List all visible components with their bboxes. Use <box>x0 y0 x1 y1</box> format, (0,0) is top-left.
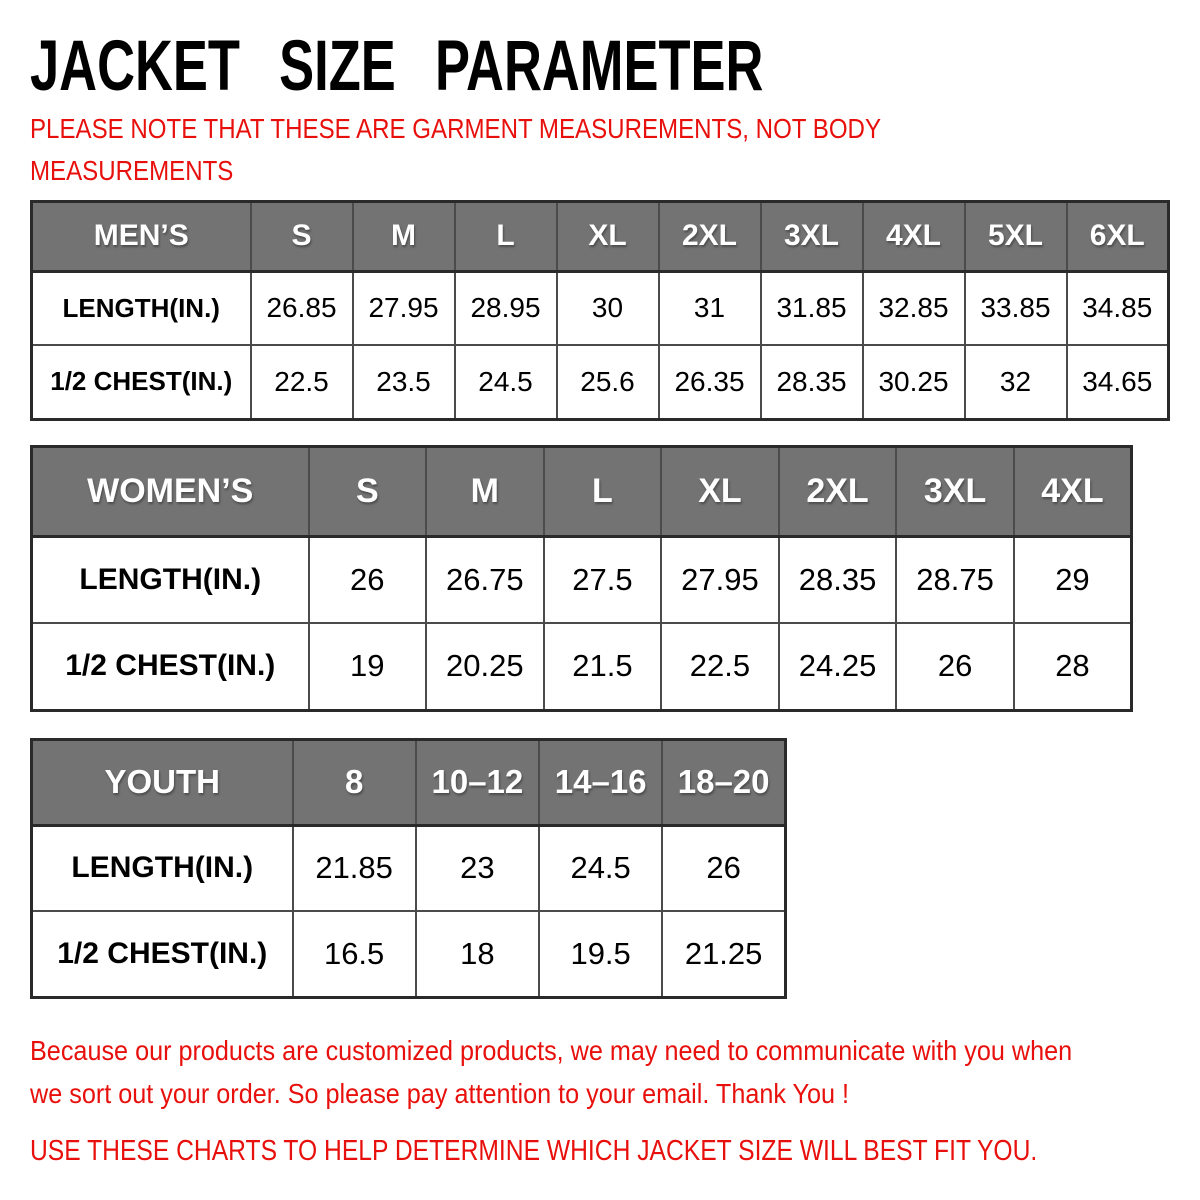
measure-value-cell: 24.25 <box>779 623 897 710</box>
measure-value-cell: 18 <box>416 911 539 997</box>
mens-table-grid <box>30 200 1170 421</box>
size-header-cell: 18–20 <box>662 739 785 825</box>
table-row <box>32 271 1169 345</box>
table-title-cell: YOUTH <box>32 739 293 825</box>
measure-value-cell: 26.35 <box>659 345 761 419</box>
table-row <box>32 345 1169 419</box>
measure-label-cell: 1/2 CHEST(IN.) <box>32 345 251 419</box>
measure-value-cell: 28 <box>1014 623 1132 710</box>
measure-value-cell: 19.5 <box>539 911 662 997</box>
customization-contact-note: Because our products are customized products, we may need to communicate with you when we sort out your order. So please pay attention to your email. Thank You ! <box>30 1034 1073 1110</box>
measure-value-cell: 26 <box>896 623 1014 710</box>
measure-label-cell: 1/2 CHEST(IN.) <box>32 911 293 997</box>
size-header-cell: 3XL <box>761 201 863 271</box>
table-title-cell: WOMEN’S <box>32 446 309 536</box>
measure-value-cell: 30 <box>557 271 659 345</box>
size-header-cell: L <box>544 446 662 536</box>
measure-value-cell: 20.25 <box>426 623 544 710</box>
measure-value-cell: 25.6 <box>557 345 659 419</box>
measure-value-cell: 21.85 <box>293 825 416 911</box>
size-header-cell: 3XL <box>896 446 1014 536</box>
measure-value-cell: 27.95 <box>353 271 455 345</box>
size-header-cell: XL <box>557 201 659 271</box>
measure-value-cell: 22.5 <box>661 623 779 710</box>
size-header-cell: L <box>455 201 557 271</box>
measure-label-cell: LENGTH(IN.) <box>32 536 309 623</box>
header-row <box>32 739 786 825</box>
size-header-cell: 2XL <box>659 201 761 271</box>
measure-value-cell: 22.5 <box>251 345 353 419</box>
table-row <box>32 911 786 997</box>
womens-table-grid <box>30 445 1133 712</box>
measure-label-cell: LENGTH(IN.) <box>32 825 293 911</box>
measure-value-cell: 24.5 <box>455 345 557 419</box>
youth-size-table <box>30 738 1170 999</box>
size-header-cell: 4XL <box>1014 446 1132 536</box>
measure-label-cell: LENGTH(IN.) <box>32 271 251 345</box>
size-header-cell: 5XL <box>965 201 1067 271</box>
measure-label-cell: 1/2 CHEST(IN.) <box>32 623 309 710</box>
size-header-cell: XL <box>661 446 779 536</box>
measure-value-cell: 28.35 <box>761 345 863 419</box>
measure-value-cell: 34.65 <box>1067 345 1169 419</box>
measure-value-cell: 34.85 <box>1067 271 1169 345</box>
measure-value-cell: 32.85 <box>863 271 965 345</box>
measure-value-cell: 31 <box>659 271 761 345</box>
measure-value-cell: 19 <box>309 623 427 710</box>
measure-value-cell: 28.35 <box>779 536 897 623</box>
measure-value-cell: 24.5 <box>539 825 662 911</box>
table-row <box>32 825 786 911</box>
size-header-cell: 2XL <box>779 446 897 536</box>
table-title-cell: MEN’S <box>32 201 251 271</box>
measure-value-cell: 23 <box>416 825 539 911</box>
measure-value-cell: 32 <box>965 345 1067 419</box>
page-title: JACKET SIZE PARAMETER <box>30 24 764 106</box>
size-header-cell: S <box>251 201 353 271</box>
size-header-cell: M <box>426 446 544 536</box>
measure-value-cell: 27.5 <box>544 536 662 623</box>
fit-advice-note: USE THESE CHARTS TO HELP DETERMINE WHICH JACKET SIZE WILL BEST FIT YOU. <box>30 1135 1038 1168</box>
size-header-cell: S <box>309 446 427 536</box>
youth-table-grid <box>30 738 787 999</box>
size-header-cell: M <box>353 201 455 271</box>
header-row <box>32 446 1132 536</box>
header-row <box>32 201 1169 271</box>
measure-value-cell: 29 <box>1014 536 1132 623</box>
size-header-cell: 8 <box>293 739 416 825</box>
measure-value-cell: 27.95 <box>661 536 779 623</box>
mens-size-table <box>30 200 1170 421</box>
measure-value-cell: 28.75 <box>896 536 1014 623</box>
size-header-cell: 4XL <box>863 201 965 271</box>
table-row <box>32 623 1132 710</box>
measure-value-cell: 26.85 <box>251 271 353 345</box>
measure-value-cell: 26.75 <box>426 536 544 623</box>
measure-value-cell: 21.25 <box>662 911 785 997</box>
measure-value-cell: 28.95 <box>455 271 557 345</box>
size-header-cell: 14–16 <box>539 739 662 825</box>
measure-value-cell: 26 <box>662 825 785 911</box>
table-row <box>32 536 1132 623</box>
garment-measurement-note: PLEASE NOTE THAT THESE ARE GARMENT MEASUREMENTS, NOT BODY MEASUREMENTS <box>30 112 881 186</box>
size-header-cell: 6XL <box>1067 201 1169 271</box>
womens-size-table <box>30 445 1170 712</box>
measure-value-cell: 30.25 <box>863 345 965 419</box>
measure-value-cell: 33.85 <box>965 271 1067 345</box>
measure-value-cell: 21.5 <box>544 623 662 710</box>
measure-value-cell: 26 <box>309 536 427 623</box>
measure-value-cell: 23.5 <box>353 345 455 419</box>
size-header-cell: 10–12 <box>416 739 539 825</box>
measure-value-cell: 31.85 <box>761 271 863 345</box>
measure-value-cell: 16.5 <box>293 911 416 997</box>
